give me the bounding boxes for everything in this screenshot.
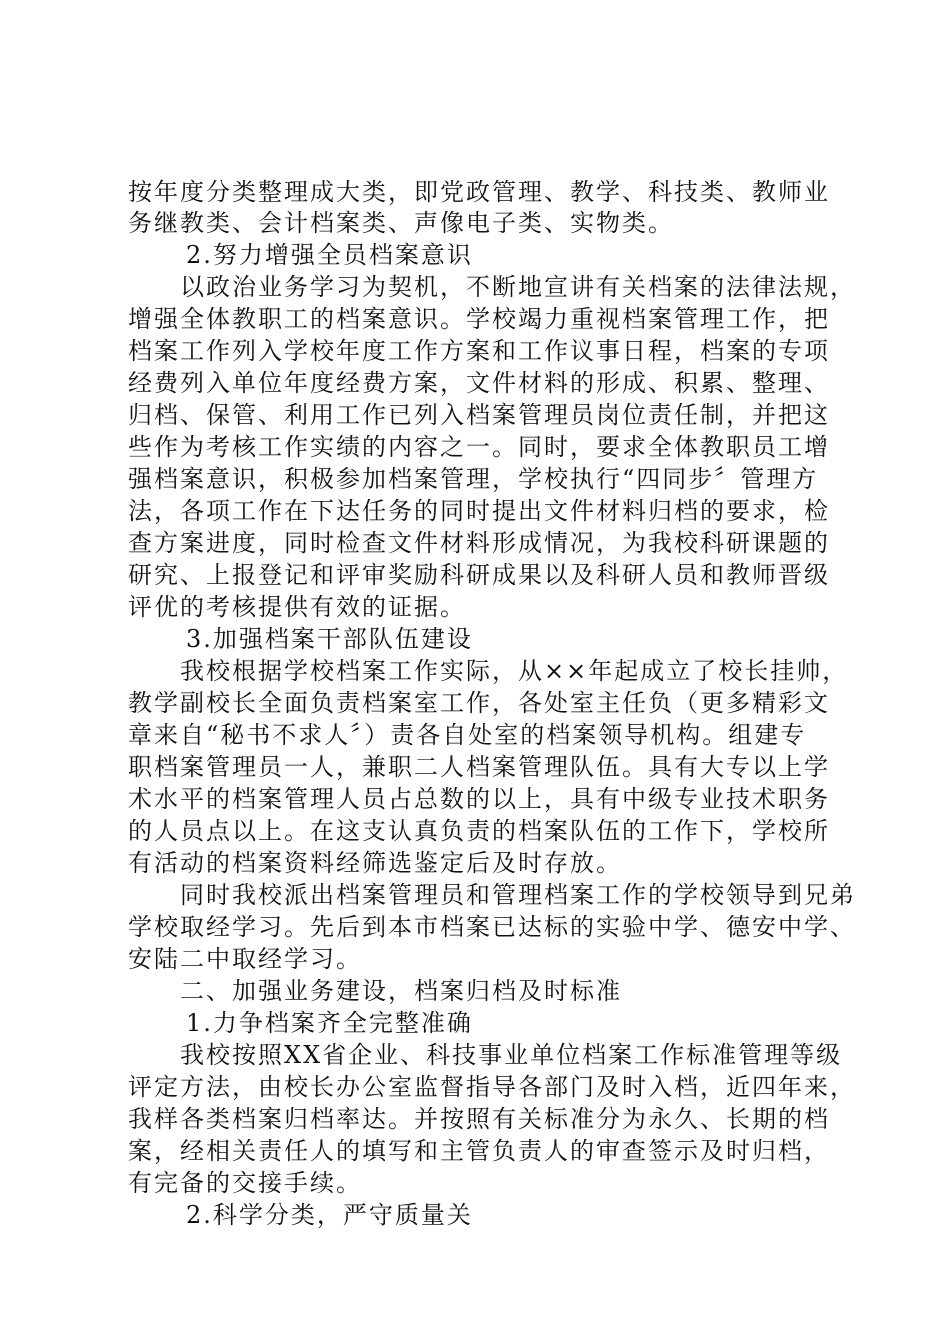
body-text-line: 法，各项工作在下达任务的同时提出文件材料归档的要求，检 (128, 497, 830, 525)
section-heading: 2.努力增强全员档案意识 (186, 241, 473, 269)
body-text-line: 评定方法，由校长办公室监督指导各部门及时入档，近四年来， (128, 1073, 856, 1101)
body-text-line: 务继教类、会计档案类、声像电子类、实物类。 (128, 209, 674, 237)
body-text-line: 研究、上报登记和评审奖励科研成果以及科研人员和教师晋级 (128, 561, 830, 589)
body-text-line: 同时我校派出档案管理员和管理档案工作的学校领导到兄弟 (180, 881, 856, 909)
body-text-line: 我校根据学校档案工作实际，从××年起成立了校长挂帅， (180, 657, 849, 685)
body-text-line: 强档案意识，积极参加档案管理，学校执行“四同步〞管理方 (128, 465, 819, 493)
body-text-line: 的人员点以上。在这支认真负责的档案队伍的工作下，学校所 (128, 817, 830, 845)
section-heading: 二、加强业务建设，档案归档及时标准 (180, 977, 622, 1005)
body-text-line: 我校按照XX省企业、科技事业单位档案工作标准管理等级 (180, 1041, 843, 1069)
section-heading: 2.科学分类，严守质量关 (186, 1201, 473, 1229)
body-text-line: 术水平的档案管理人员占总数的以上，具有中级专业技术职务 (128, 785, 830, 813)
body-text-line: 我样各类档案归档率达。并按照有关标准分为永久、长期的档 (128, 1105, 830, 1133)
body-text-line: 有活动的档案资料经筛选鉴定后及时存放。 (128, 849, 622, 877)
body-text-line: 职档案管理员一人，兼职二人档案管理队伍。具有大专以上学 (128, 753, 830, 781)
body-text-line: 案，经相关责任人的填写和主管负责人的审查签示及时归档， (128, 1137, 830, 1165)
body-text-line: 以政治业务学习为契机，不断地宣讲有关档案的法律法规， (180, 273, 856, 301)
body-text-line: 教学副校长全面负责档案室工作，各处室主任负（更多精彩文 (128, 689, 830, 717)
body-text-line: 按年度分类整理成大类，即党政管理、教学、科技类、教师业 (128, 178, 830, 206)
section-heading: 1.力争档案齐全完整准确 (186, 1009, 473, 1037)
body-text-line: 归档、保管、利用工作已列入档案管理员岗位责任制，并把这 (128, 401, 830, 429)
body-text-line: 经费列入单位年度经费方案，文件材料的形成、积累、整理、 (128, 369, 830, 397)
body-text-line: 安陆二中取经学习。 (128, 945, 362, 973)
body-text-line: 学校取经学习。先后到本市档案已达标的实验中学、德安中学、 (128, 913, 856, 941)
body-text-line: 档案工作列入学校年度工作方案和工作议事日程，档案的专项 (128, 337, 830, 365)
section-heading: 3.加强档案干部队伍建设 (186, 625, 473, 653)
body-text-line: 查方案进度，同时检查文件材料形成情况，为我校科研课题的 (128, 529, 830, 557)
body-text-line: 评优的考核提供有效的证据。 (128, 593, 466, 621)
body-text-line: 章来自“秘书不求人〞）责各自处室的档案领导机构。组建专 (128, 721, 807, 749)
body-text-line: 些作为考核工作实绩的内容之一。同时，要求全体教职员工增 (128, 433, 830, 461)
body-text-line: 增强全体教职工的档案意识。学校竭力重视档案管理工作，把 (128, 305, 830, 333)
body-text-line: 有完备的交接手续。 (128, 1169, 362, 1197)
